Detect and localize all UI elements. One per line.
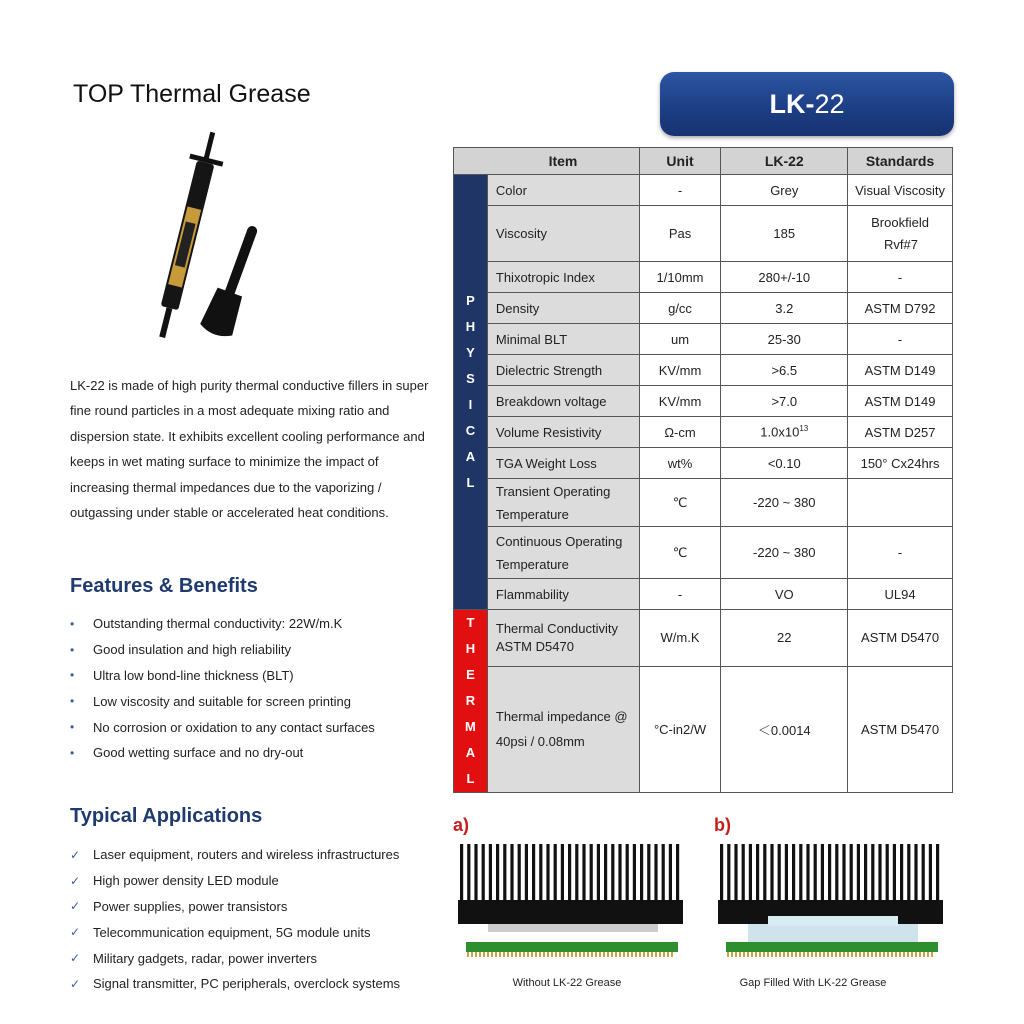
heatsink-with-grease-diagram [718,838,943,968]
table-row: Flammability - VO UL94 [454,579,953,610]
list-item: ✓ Signal transmitter, PC peripherals, overclock systems [70,976,401,992]
bullet-icon: • [70,668,75,683]
applications-heading: Typical Applications [70,805,263,827]
list-item: • No corrosion or oxidation to any contact surfaces [70,719,375,735]
checkmark-icon: ✓ [70,925,81,940]
checkmark-icon: ✓ [70,847,81,862]
features-list [70,611,375,766]
table-row: Thermal impedance @ 40psi / 0.08mm °C-in2/W ＜0.0014 ASTM D5470 [454,666,953,792]
table-row: Breakdown voltage KV/mm >7.0 ASTM D149 [454,386,953,417]
checkmark-icon: ✓ [70,951,81,966]
product-badge: LK- 22 [660,72,954,136]
product-description: LK-22 is made of high purity thermal conductive fillers in super fine round particles in a most adequate mixing ratio and dispersion state. It exhibits excellent cooling performance and keeps in wet mating surface to minimize the impact of increasing thermal impedances due to the vaporizing / outgassing under stable or accelerated heat conditions. [70,378,429,521]
list-item: ✓ Military gadgets, radar, power inverters [70,950,317,966]
list-item: ✓ Power supplies, power transistors [70,898,288,914]
checkmark-icon: ✓ [70,899,81,914]
table-header-row [454,148,953,175]
list-item: • Outstanding thermal conductivity: 22W/m.K [70,616,343,632]
list-item: • Good insulation and high reliability [70,642,292,658]
bullet-icon: • [70,720,75,735]
header-unit: Unit [639,148,721,175]
figure-a-caption: Without LK-22 Grease [512,977,622,989]
applications-list [70,842,400,997]
table-row: Dielectric Strength KV/mm >6.5 ASTM D149 [454,355,953,386]
list-item: ✓ High power density LED module [70,873,279,889]
physical-category-label: P H Y S I C A L [454,175,488,610]
heatsink-without-grease-diagram [458,838,683,968]
table-row: Thixotropic Index 1/10mm 280+/-10 - [454,262,953,293]
table-row: TGA Weight Loss wt% <0.10 150° Cx24hrs [454,448,953,479]
figure-b-label: b) [714,815,731,835]
list-item: • Ultra low bond-line thickness (BLT) [70,667,294,683]
table-row: Viscosity Pas 185 Brookfield Rvf#7 [454,206,953,262]
bullet-icon: • [70,616,75,631]
table-row: Continuous Operating Temperature ℃ -220 ~ 380 - [454,527,953,579]
list-item: ✓ Telecommunication equipment, 5G module units [70,924,371,940]
bullet-icon: • [70,745,75,760]
list-item: • Good wetting surface and no dry-out [70,745,304,761]
bullet-icon: • [70,694,75,709]
table-row: Transient Operating Temperature ℃ -220 ~ 380 [454,479,953,527]
header-product: LK-22 [721,148,848,175]
figure-b-caption: Gap Filled With LK-22 Grease [739,977,887,989]
checkmark-icon: ✓ [70,976,81,991]
header-standards: Standards [848,148,953,175]
table-row: Density g/cc 3.2 ASTM D792 [454,293,953,324]
header-item: Item [487,148,639,175]
page-title: TOP Thermal Grease [73,80,311,108]
list-item: • Low viscosity and suitable for screen printing [70,693,351,709]
thermal-category-label: T H E R M A L [454,610,488,793]
features-heading: Features & Benefits [70,575,258,597]
bullet-icon: • [70,642,75,657]
figure-a-label: a) [453,815,470,835]
spec-table [453,147,953,793]
table-row: Volume Resistivity Ω-cm $1.0x10^{13}$ ASTM D257 [454,417,953,448]
table-row: T H E R M A L Thermal Conductivity ASTM D5470 W/m.K 22 ASTM D5470 [454,610,953,667]
table-row: P H Y S I C A L Color - Grey Visual Viscosity [454,175,953,206]
table-row: Minimal BLT um 25-30 - [454,324,953,355]
list-item: ✓ Laser equipment, routers and wireless infrastructures [70,847,400,863]
checkmark-icon: ✓ [70,873,81,888]
syringe-and-spatula-image [140,128,270,358]
